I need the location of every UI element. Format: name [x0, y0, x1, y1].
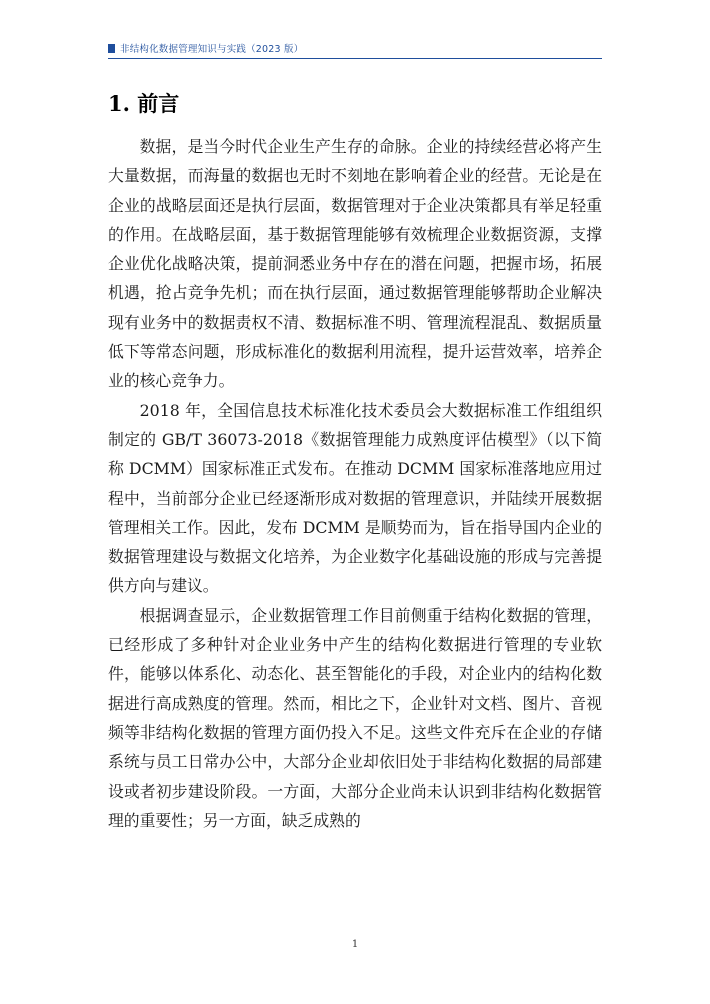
header-square-icon [108, 44, 115, 53]
header-divider [108, 58, 602, 59]
paragraph-2: 2018 年，全国信息技术标准化技术委员会大数据标准工作组组织制定的 GB/T 36073-2018《数据管理能力成熟度评估模型》（以下简称 DCMM）国家标准正式发布。在推动 DCMM 国家标准落地应用过程中，当前部分企业已经逐渐形成对数据的管理意识，并陆续开展数据管理相关工作。因此，发布 DCMM 是顺势而为，旨在指导国内企业的数据管理建设与数据文化培养，为企业数字化基础设施的形成与完善提供方向与建议。 [108, 400, 602, 596]
section-title: 1. 前言 [108, 91, 180, 116]
section-body [108, 132, 602, 835]
paragraph-1: 数据，是当今时代企业生产生存的命脉。企业的持续经营必将产生大量数据，而海量的数据也无时不刻地在影响着企业的经营。无论是在企业的战略层面还是执行层面，数据管理对于企业决策都具有举足轻重的作用。在战略层面，基于数据管理能够有效梳理企业数据资源，支撑企业优化战略决策，提前洞悉业务中存在的潜在问题，把握市场，拓展机遇，抢占竞争先机；而在执行层面，通过数据管理能够帮助企业解决现有业务中的数据责权不清、数据标准不明、管理流程混乱、数据质量低下等常态问题，形成标准化的数据利用流程，提升运营效率，培养企业的核心竞争力。 [108, 137, 602, 391]
running-title: 非结构化数据管理知识与实践（2023 版） [120, 44, 304, 55]
running-header [108, 38, 602, 58]
page-number: 1 [351, 939, 359, 950]
paragraph-3: 根据调查显示，企业数据管理工作目前侧重于结构化数据的管理，已经形成了多种针对企业业务中产生的结构化数据进行管理的专业软件，能够以体系化、动态化、甚至智能化的手段，对企业内的结构化数据进行高成熟度的管理。然而，相比之下，企业针对文档、图片、音视频等非结构化数据的管理方面仍投入不足。这些文件充斥在企业的存储系统与员工日常办公中，大部分企业却依旧处于非结构化数据的局部建设或者初步建设阶段。一方面，大部分企业尚未认识到非结构化数据管理的重要性；另一方面，缺乏成熟的 [108, 605, 602, 830]
